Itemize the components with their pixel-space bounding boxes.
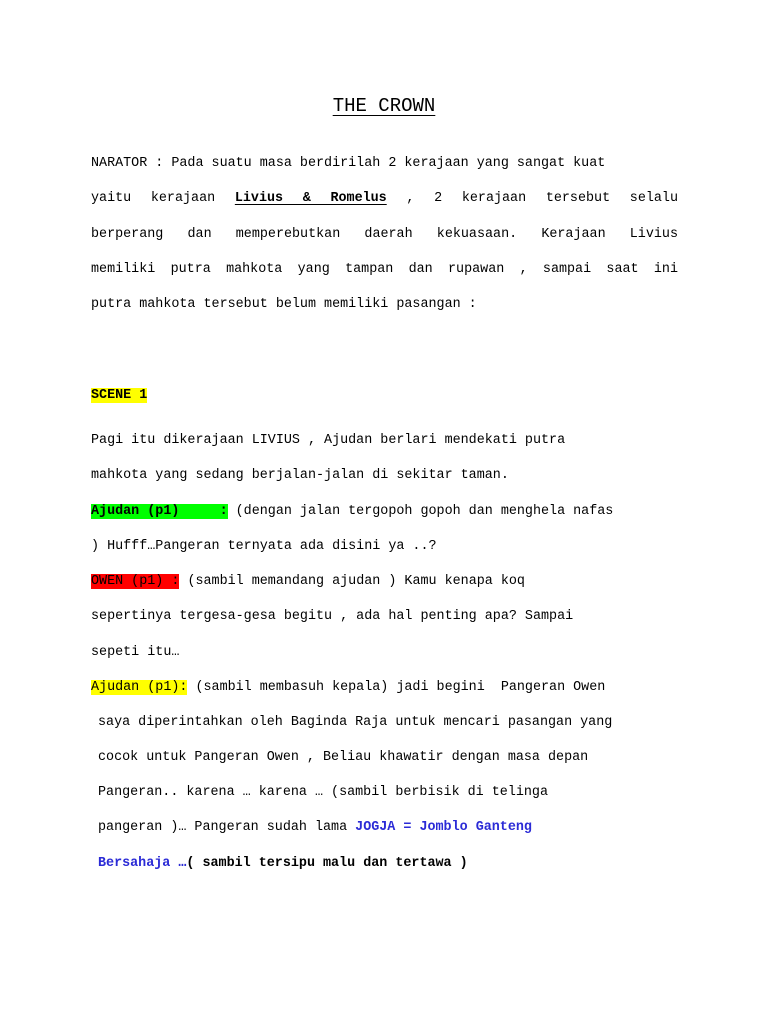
dialogue-ajudan-2 — [91, 678, 678, 698]
narrator-text: yaitu kerajaan — [91, 191, 216, 206]
closing-action: ( sambil tersipu malu dan tertawa ) — [186, 856, 468, 871]
dialogue-owen — [91, 572, 678, 592]
dialogue-text: pangeran )… Pangeran sudah lama — [98, 820, 356, 835]
kingdom-names: Livius & Romelus — [234, 191, 387, 206]
narrator-text: , 2 kerajaan tersebut selalu — [406, 191, 678, 206]
dialogue-ajudan-2-cont-2: cocok untuk Pangeran Owen , Beliau khawatir dengan masa depan — [98, 750, 589, 765]
scene-heading — [91, 386, 678, 406]
dialogue-text: (sambil membasuh kepala) jadi begini Pangeran Owen — [187, 680, 606, 695]
narrator-line-1: NARATOR : Pada suatu masa berdirilah 2 kerajaan yang sangat kuat — [91, 156, 606, 171]
speaker-label-owen: OWEN (p1) : — [91, 574, 180, 589]
narrator-line-5: putra mahkota tersebut belum memiliki pasangan : — [91, 297, 477, 312]
dialogue-ajudan-2-cont-4 — [98, 818, 685, 838]
scene-label: SCENE 1 — [91, 388, 148, 403]
speaker-label-ajudan: Ajudan (p1): — [91, 680, 188, 695]
narrator-line-2 — [91, 189, 678, 209]
dialogue-owen-cont-2: sepeti itu… — [91, 645, 180, 660]
dialogue-owen-cont-1: sepertinya tergesa-gesa begitu , ada hal penting apa? Sampai — [91, 609, 574, 624]
scene-intro-1: Pagi itu dikerajaan LIVIUS , Ajudan berlari mendekati putra — [91, 433, 566, 448]
dialogue-ajudan-2-cont-1: saya diperintahkan oleh Baginda Raja untuk mencari pasangan yang — [98, 715, 613, 730]
dialogue-ajudan-2-cont-5 — [98, 854, 685, 874]
speaker-label-ajudan: Ajudan (p1) : — [91, 504, 228, 519]
title-text: THE CROWN — [332, 95, 436, 117]
narrator-line-3: berperang dan memperebutkan daerah kekuasaan. Kerajaan Livius — [91, 227, 678, 242]
scene-intro-2: mahkota yang sedang berjalan-jalan di sekitar taman. — [91, 468, 509, 483]
dialogue-text: (sambil memandang ajudan ) Kamu kenapa koq — [179, 574, 525, 589]
dialogue-ajudan-1 — [91, 502, 678, 522]
narrator-line-4: memiliki putra mahkota yang tampan dan rupawan , sampai saat ini — [91, 262, 678, 277]
bersahaja-phrase: Bersahaja … — [98, 856, 187, 871]
document-title — [0, 94, 768, 118]
dialogue-ajudan-2-cont-3: Pangeran.. karena … karena … (sambil berbisik di telinga — [98, 785, 548, 800]
jogja-phrase: JOGJA = Jomblo Ganteng — [355, 820, 532, 835]
dialogue-text: (dengan jalan tergopoh gopoh dan menghela nafas — [227, 504, 614, 519]
dialogue-ajudan-1-cont: ) Hufff…Pangeran ternyata ada disini ya ..? — [91, 539, 437, 554]
